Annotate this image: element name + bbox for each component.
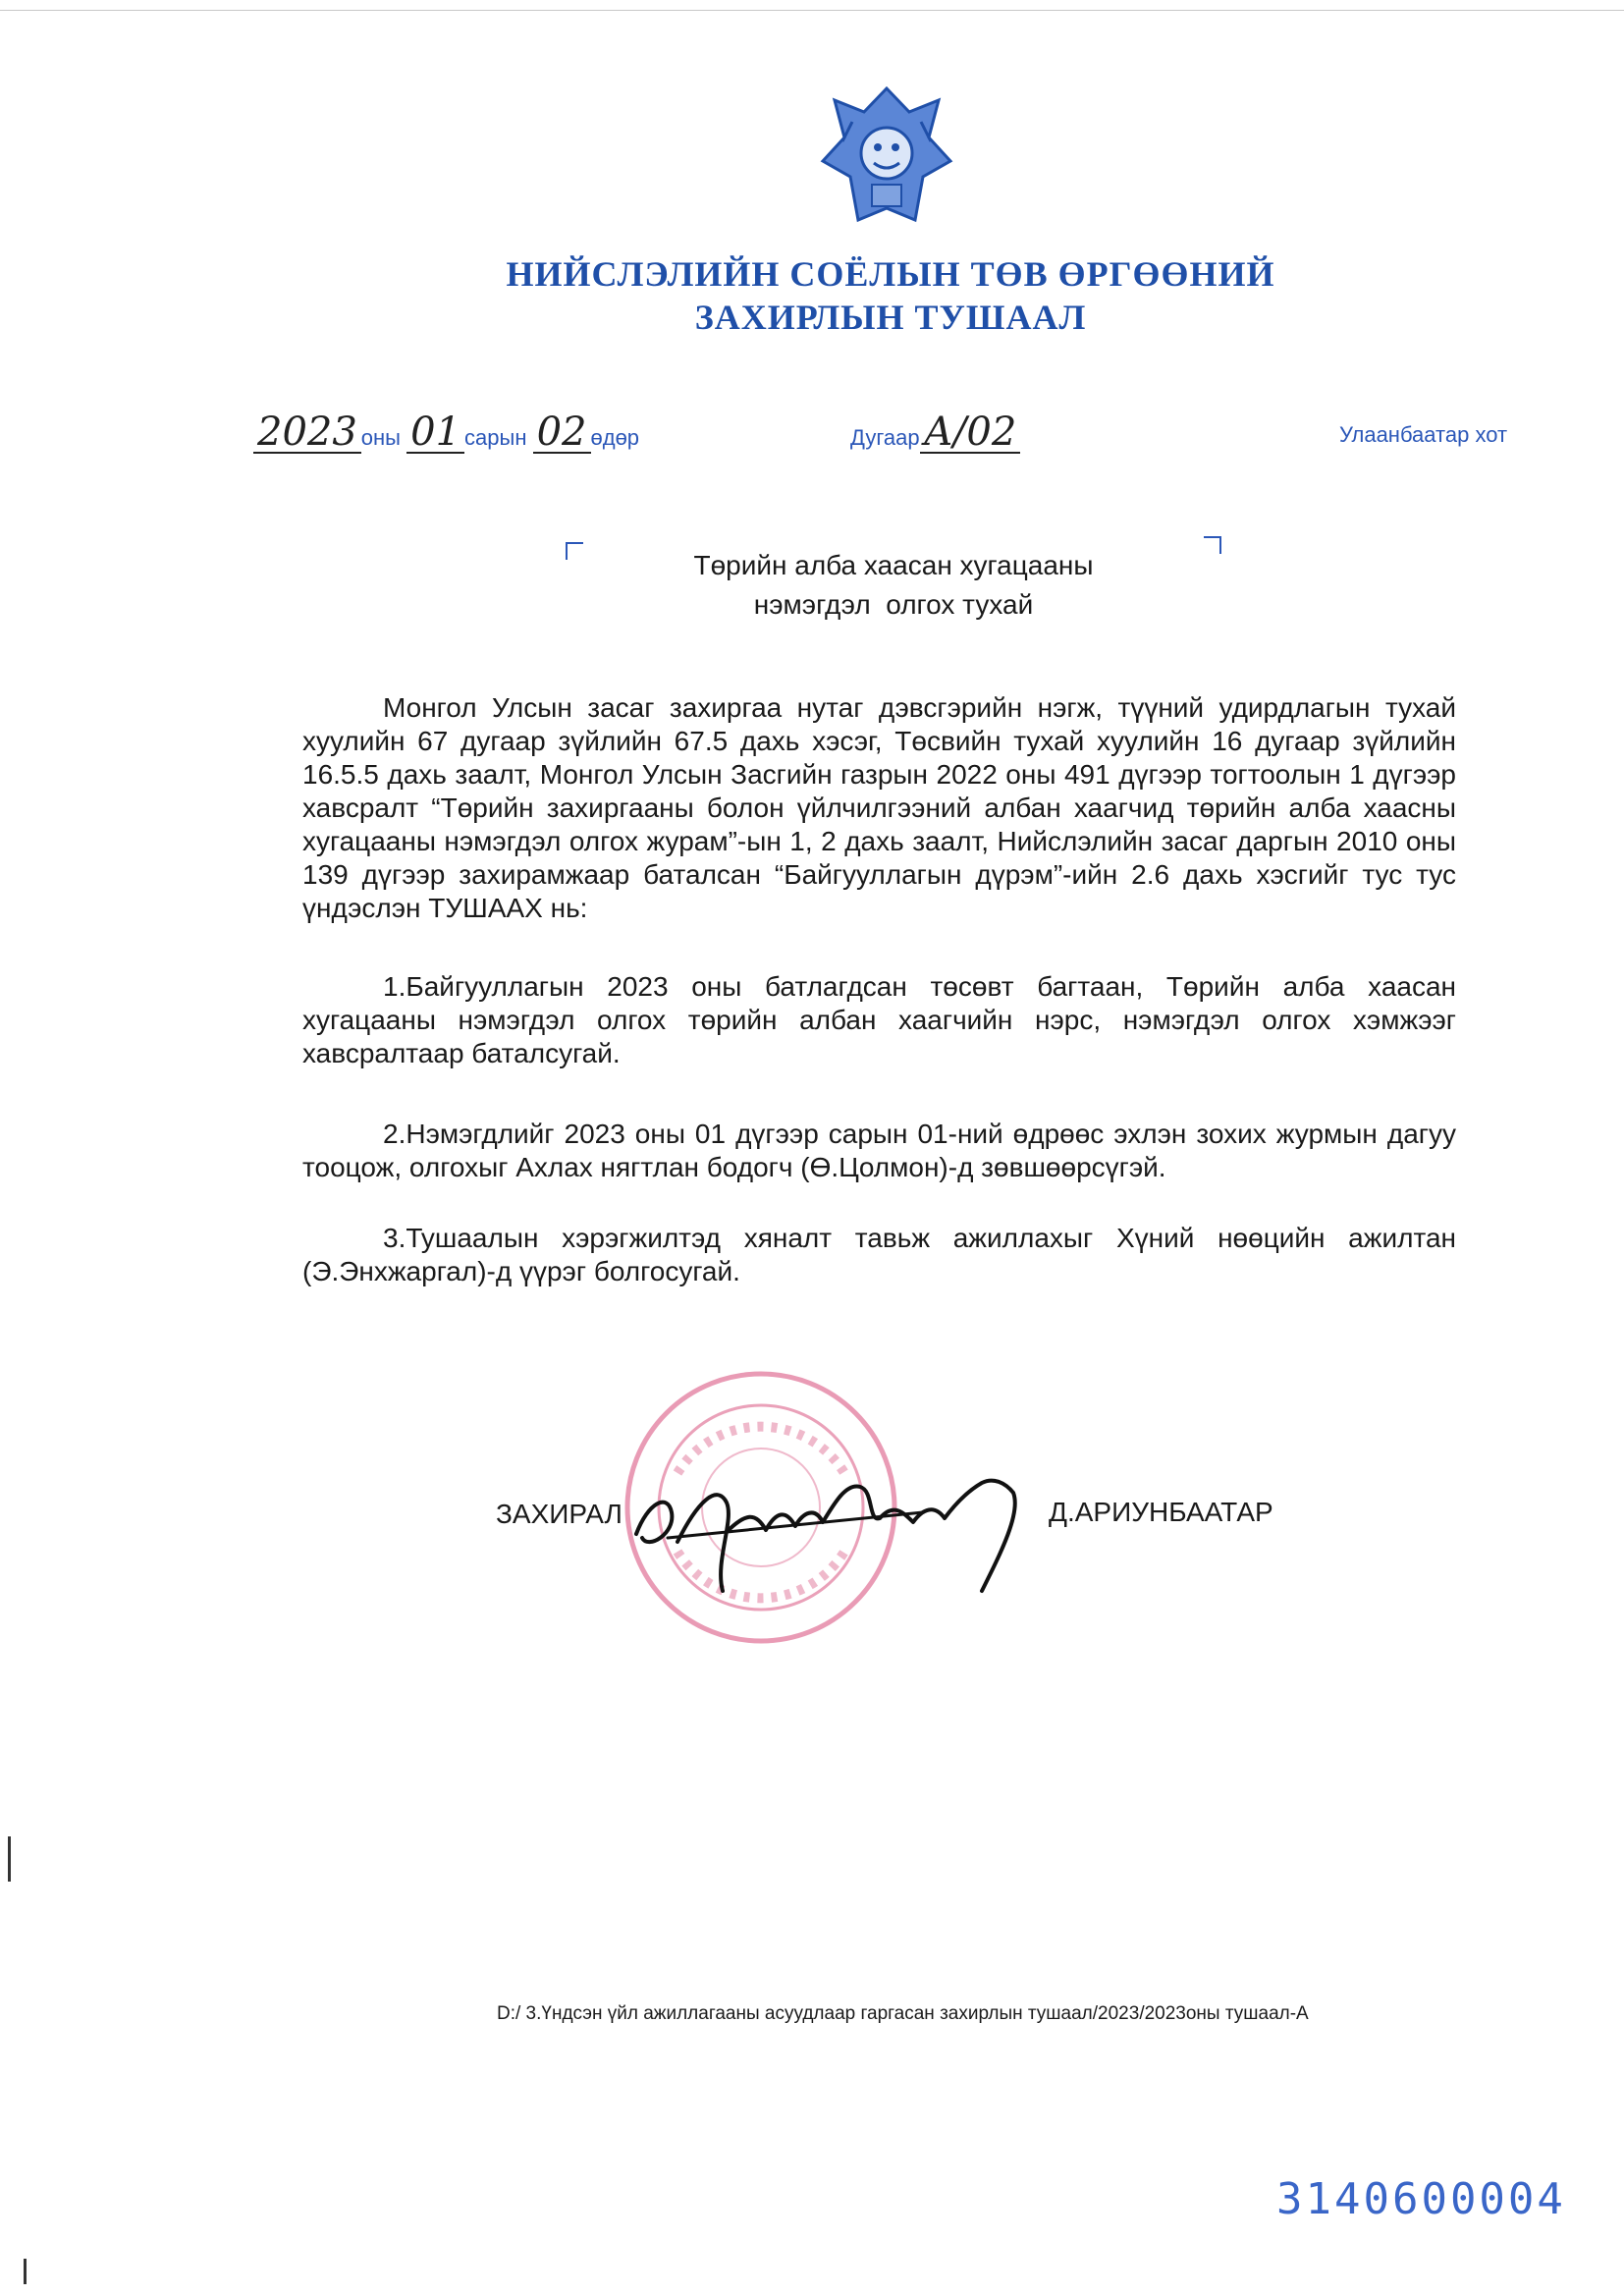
subject-line-1: Төрийн алба хаасан хугацааны <box>693 550 1094 580</box>
scan-mark <box>8 1836 11 1882</box>
city-label: Улаанбаатар хот <box>1339 422 1508 447</box>
registration-number-stamp: 3140600004 <box>1276 2174 1566 2224</box>
signatory-name: Д.АРИУНБААТАР <box>1049 1497 1273 1527</box>
subject <box>550 546 1237 625</box>
file-path-footer: D:/ 3.Үндсэн үйл ажиллагааны асуудлаар гаргасан захирлын тушаал/2023/2023оны тушаал-А <box>497 2003 1309 2024</box>
signatory-role: ЗАХИРАЛ <box>496 1499 623 1529</box>
date-year-suffix: оны <box>360 425 401 450</box>
document-type-title: ЗАХИРЛЫН ТУШААЛ <box>694 298 1087 337</box>
scan-mark <box>24 2259 27 2284</box>
date-line <box>253 412 639 454</box>
state-emblem-icon <box>813 82 960 240</box>
date-day: 02 <box>533 412 591 454</box>
order-item-2: 2.Нэмэгдлийг 2023 оны 01 дүгээр сарын 01-ний өдрөөс эхлэн зохих журмын дагуу тооцож, олгохыг Ахлах нягтлан бодогч (Ө.Цолмон)-д зөвшөөрсүгэй. <box>302 1119 1456 1182</box>
organization-title: НИЙСЛЭЛИЙН СОЁЛЫН ТӨВ ӨРГӨӨНИЙ <box>506 254 1275 294</box>
handwritten-signature <box>628 1444 1041 1611</box>
date-day-suffix: өдөр <box>590 425 640 450</box>
preamble-paragraph: Монгол Улсын засаг захиргаа нутаг дэвсгэрийн нэгж, түүний удирдлагын тухай хуулийн 67 дугаар зүйлийн 67.5 дахь хэсэг, Төсвийн тухай хуулийн 16 дугаар зүйлийн 16.5.5 дахь заалт, Монгол Улсын Засгийн газрын 2022 оны 491 дүгээр тогтоолын 1 дүгээр хавсралт “Төрийн захиргааны болон үйлчилгээний албан хаагчид төрийн алба хаасны хугацааны нэмэгдэл олгох журам”-ын 1, 2 дахь заалт, Нийслэлийн засаг даргын 2010 оны 139 дүгээр захирамжаар баталсан “Байгууллагын дүрэм”-ийн 2.6 дахь хэсгийг тус тус үндэслэн ТУШААХ нь: <box>302 692 1456 923</box>
number-line <box>850 412 1020 454</box>
date-year: 2023 <box>253 412 361 454</box>
date-month: 01 <box>406 412 464 454</box>
number-label: Дугаар <box>850 425 920 450</box>
order-item-3: 3.Тушаалын хэрэгжилтэд хяналт тавьж ажиллахыг Хүний нөөцийн ажилтан (Э.Энхжаргал)-д үүрэг болгосугай. <box>302 1223 1456 1286</box>
order-item-1: 1.Байгууллагын 2023 оны батлагдсан төсөвт багтаан, Төрийн алба хаасан хугацааны нэмэгдэл олгох төрийн албан хаагчийн нэрс, нэмэгдэл олгох хэмжээг хавсралтаар баталсугай. <box>302 971 1456 1068</box>
document-number: А/02 <box>920 412 1021 454</box>
date-month-suffix: сарын <box>464 425 527 450</box>
subject-line-2: нэмэгдэл олгох тухай <box>753 589 1034 620</box>
scan-top-line <box>0 10 1624 11</box>
